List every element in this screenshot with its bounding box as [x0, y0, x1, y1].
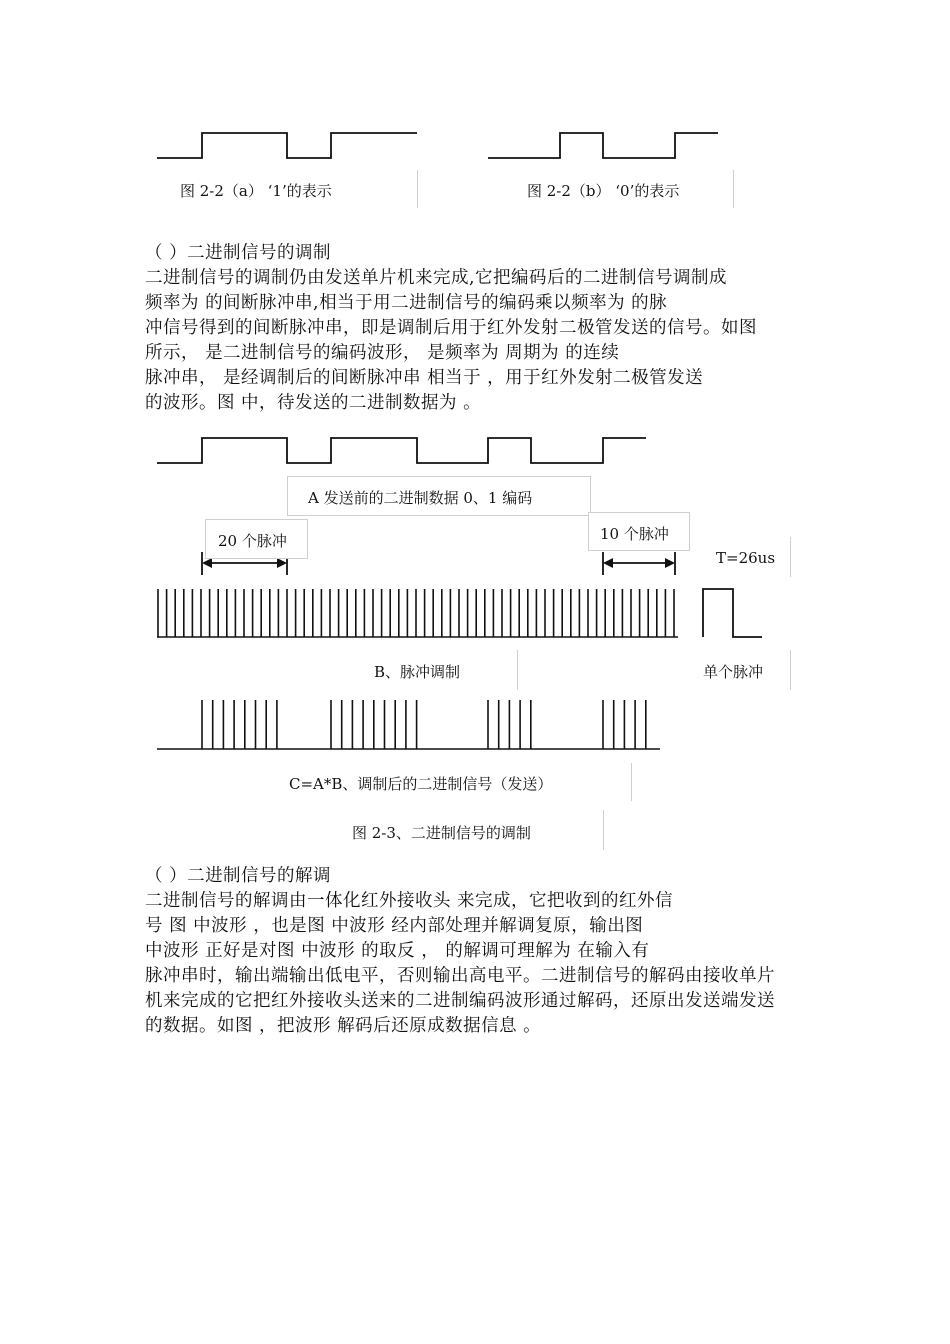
fig23-label-b: B、脉冲调制: [374, 663, 461, 681]
fig23-label-T: T=26us: [716, 549, 776, 567]
section2-line-6: 的数据。如图 ，把波形 解码后还原成数据信息 。: [145, 1016, 542, 1036]
section2-line-2: 号 图 中波形 ，也是图 中波形 经内部处理并解调复原，输出图: [145, 916, 644, 936]
fig22a-caption: 图 2-2（a） ‘1’的表示: [180, 182, 332, 200]
section1-line-4: 所示， 是二进制信号的编码波形， 是频率为 周期为 的连续: [145, 343, 620, 363]
section1-line-2: 频率为 的间断脉冲串,相当于用二进制信号的编码乘以频率为 的脉: [145, 293, 668, 313]
section2-line-3: 中波形 正好是对图 中波形 的取反 ， 的解调可理解为 在输入有: [145, 941, 650, 961]
section1-line-6: 的波形。图 中，待发送的二进制数据为 。: [145, 393, 482, 413]
fig23-caption-separator: [603, 810, 604, 850]
fig23-label-c: C=A*B、调制后的二进制信号（发送）: [289, 775, 553, 793]
section2-line-4: 脉冲串时，输出端输出低电平，否则输出高电平。二进制信号的解码由接收单片: [145, 966, 775, 986]
single-pulse-waveform: [703, 589, 762, 637]
section1-line-3: 冲信号得到的间断脉冲串，即是调制后用于红外发射二极管发送的信号。如图: [145, 318, 757, 338]
section2-line-1: 二进制信号的解调由一体化红外接收头 来完成，它把收到的红外信: [145, 891, 674, 911]
arrow-20-head-left: [202, 558, 212, 568]
fig22b-caption: 图 2-2（b） ‘0’的表示: [527, 182, 680, 200]
fig23-b-separator: [517, 650, 518, 690]
fig23-single-separator: [790, 650, 791, 690]
section1-line-5: 脉冲串， 是经调制后的间断脉冲串 相当于 ，用于红外发射二极管发送: [145, 368, 704, 388]
fig23-waveform-a: [157, 438, 646, 463]
fig23-label-10: 10 个脉冲: [600, 525, 669, 543]
section1-heading: （ ）二进制信号的调制: [145, 243, 332, 263]
fig23-caption: 图 2-3、二进制信号的调制: [352, 824, 531, 842]
arrow-10-head-right: [665, 558, 675, 568]
fig23-T-separator: [790, 537, 791, 577]
section1-line-1: 二进制信号的调制仍由发送单片机来完成,它把编码后的二进制信号调制成: [145, 268, 728, 288]
section2-heading: （ ）二进制信号的解调: [145, 866, 332, 886]
fig23-c-separator: [631, 763, 632, 801]
arrow-10-head-left: [603, 558, 613, 568]
fig23-label-a: A 发送前的二进制数据 0、1 编码: [308, 489, 533, 507]
fig23-label-single: 单个脉冲: [703, 663, 764, 681]
fig23-label-20: 20 个脉冲: [218, 532, 287, 550]
arrow-20-head-right: [277, 558, 287, 568]
section2-line-5: 机来完成的它把红外接收头送来的二进制编码波形通过解码，还原出发送端发送: [145, 991, 775, 1011]
